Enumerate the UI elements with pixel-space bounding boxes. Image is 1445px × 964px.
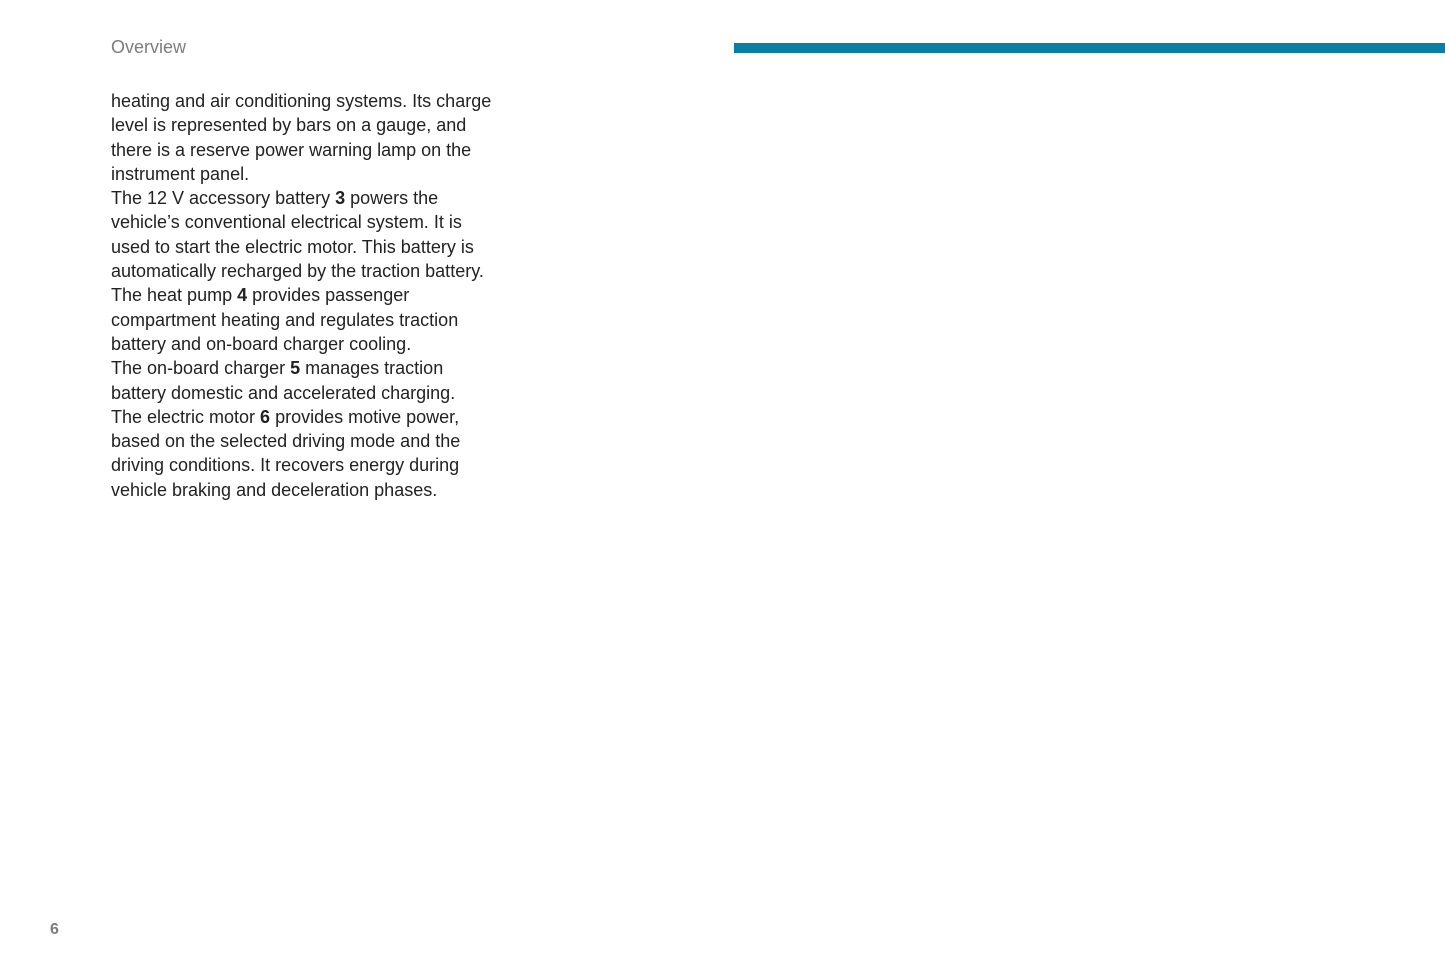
text-line: manages traction (300, 358, 444, 379)
text-line: level is represented by bars on a gauge, and (111, 115, 467, 136)
text-line: battery domestic and accelerated charging. (111, 382, 456, 403)
text-line: compartment heating and regulates traction (111, 309, 459, 330)
text-line: there is a reserve power warning lamp on the (111, 139, 472, 160)
callout-number: 5 (290, 358, 301, 379)
paragraph-accessory-battery (111, 186, 511, 283)
text-line: provides motive power, (270, 406, 460, 427)
paragraph-heat-pump (111, 283, 511, 356)
text-line: The on-board charger (111, 358, 291, 379)
text-line: driving conditions. It recovers energy during (111, 455, 460, 476)
text-line: automatically recharged by the traction battery. (111, 261, 484, 282)
callout-number: 3 (335, 188, 346, 209)
section-title: Overview (111, 37, 187, 57)
text-line: based on the selected driving mode and the (111, 431, 461, 452)
text-line: The 12 V accessory battery (111, 188, 336, 209)
text-line: vehicle’s conventional electrical system. It is (111, 212, 462, 233)
text-line: powers the (345, 188, 439, 209)
page-number: 6 (50, 921, 59, 938)
paragraph-battery-charge (111, 89, 511, 186)
text-line: used to start the electric motor. This battery is (111, 236, 474, 257)
text-line: provides passenger (247, 285, 410, 306)
paragraph-electric-motor (111, 405, 511, 502)
text-line: battery and on-board charger cooling. (111, 333, 412, 354)
callout-number: 4 (237, 285, 248, 306)
text-line: heating and air conditioning systems. Its charge (111, 91, 492, 111)
callout-number: 6 (260, 406, 271, 427)
text-line: vehicle braking and deceleration phases. (111, 479, 438, 500)
text-line: The electric motor (111, 406, 261, 427)
text-line: instrument panel. (111, 163, 250, 184)
text-line: The heat pump (111, 285, 238, 306)
body-text (111, 89, 511, 502)
header-accent-bar (734, 43, 1445, 53)
paragraph-onboard-charger (111, 356, 511, 405)
